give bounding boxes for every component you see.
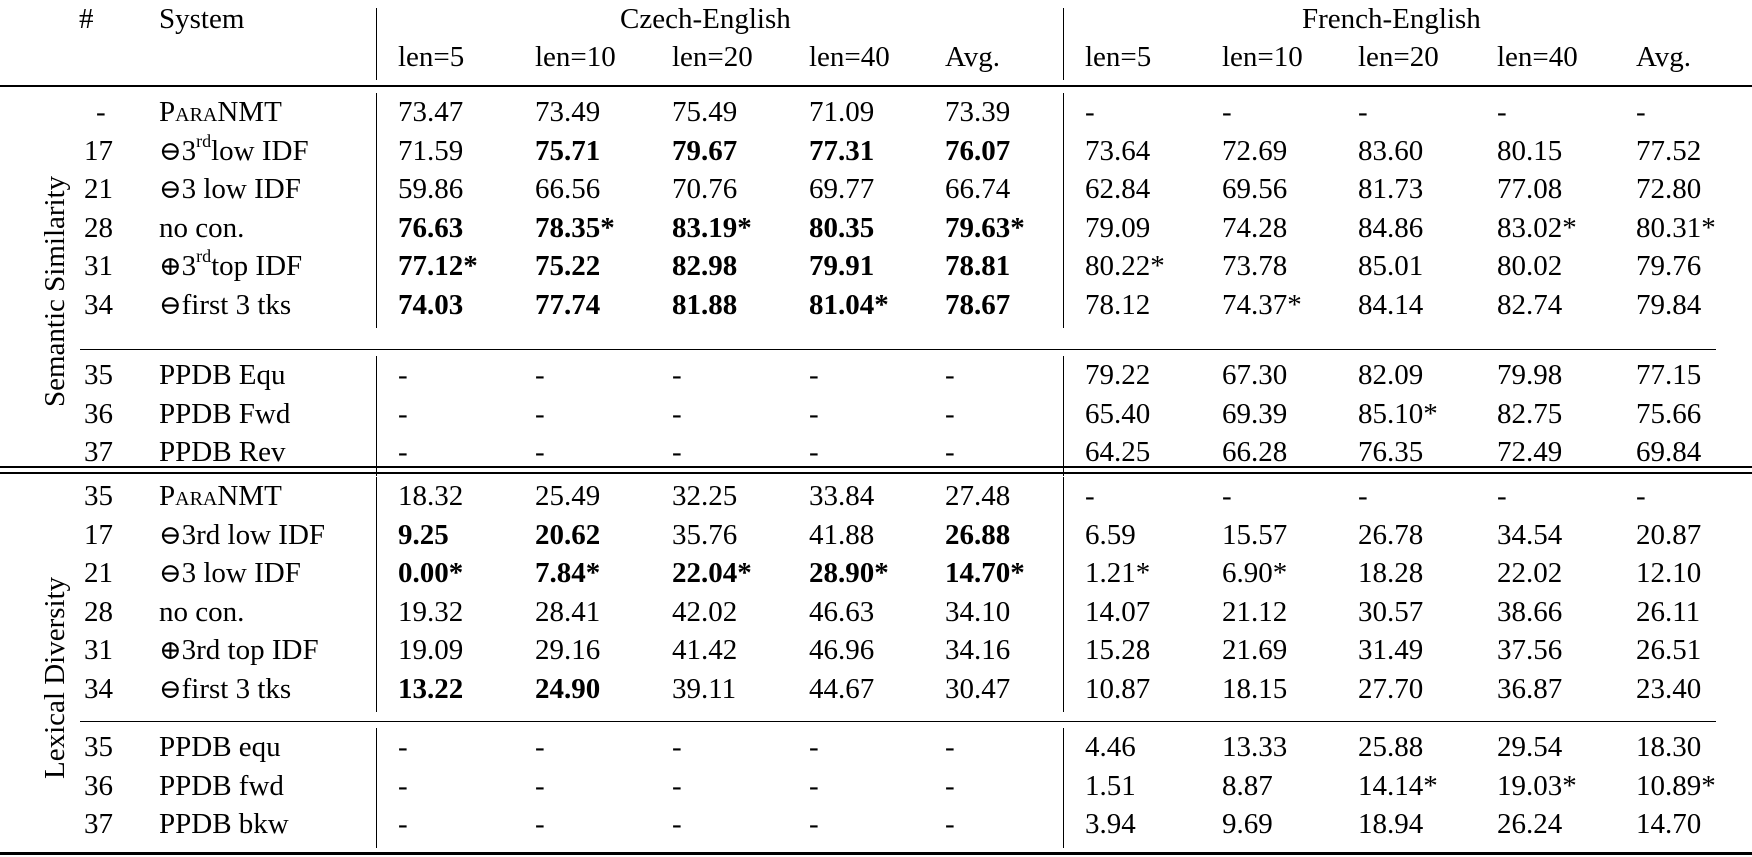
table-cell: 73.47 [398, 96, 464, 128]
row-system: PPDB fwd [159, 769, 284, 802]
table-cell: 3.94 [1085, 808, 1136, 840]
table-cell: 77.31 [809, 134, 875, 167]
table-cell: 23.40 [1636, 672, 1702, 705]
table-cell: 73.78 [1222, 250, 1288, 282]
table-cell: 42.02 [672, 595, 738, 628]
table-cell: 39.11 [672, 672, 737, 705]
table-cell: 9.25 [398, 518, 449, 551]
table-cell: 1.51 [1085, 769, 1136, 802]
table-cell: 30.57 [1358, 595, 1424, 628]
table-cell: 19.09 [398, 634, 464, 666]
table-cell: - [1636, 96, 1646, 128]
table-cell: 35.76 [672, 518, 738, 551]
table-cell: - [945, 731, 955, 763]
table-cell: - [809, 359, 819, 391]
table-cell: 8.87 [1222, 769, 1273, 802]
table-cell: 38.66 [1497, 595, 1563, 628]
circled-plus-icon: ⊕ [159, 635, 182, 665]
row-system: PPDB Fwd [159, 397, 291, 430]
table-cell: 79.63* [945, 211, 1025, 244]
header-col: len=10 [535, 41, 616, 73]
header-col: len=5 [398, 41, 465, 73]
table-cell: 15.28 [1085, 634, 1151, 666]
table-cell: 18.32 [398, 480, 464, 512]
header-index: # [79, 3, 94, 35]
table-cell: 36.87 [1497, 672, 1563, 705]
table-cell: 34.16 [945, 634, 1011, 666]
table-cell: 6.90* [1222, 557, 1288, 589]
circled-minus-icon: ⊖ [159, 519, 182, 550]
table-cell: 29.54 [1497, 731, 1563, 763]
table-cell: 80.22* [1085, 250, 1165, 282]
row-index: 36 [84, 397, 113, 430]
table-cell: - [672, 397, 682, 430]
table-cell: - [672, 436, 682, 468]
table-cell: 22.04* [672, 557, 752, 589]
rule-mid-1 [80, 349, 1716, 350]
circled-minus-icon: ⊖ [159, 289, 182, 320]
table-cell: 75.22 [535, 250, 601, 282]
table-cell: 18.28 [1358, 557, 1424, 589]
circled-minus-icon: ⊖ [159, 135, 182, 166]
row-system: ⊖3 low IDF [159, 173, 301, 205]
table-cell: 72.49 [1497, 436, 1563, 468]
table-cell: 80.02 [1497, 250, 1563, 282]
header-col: len=40 [1497, 41, 1578, 73]
table-cell: 14.70* [945, 557, 1025, 589]
table-cell: 20.62 [535, 518, 601, 551]
column-divider [1063, 8, 1064, 80]
column-divider [376, 8, 377, 80]
table-cell: 46.63 [809, 595, 875, 628]
table-cell: - [1222, 480, 1232, 512]
table-cell: - [945, 436, 955, 468]
row-index: 34 [84, 288, 113, 321]
table-cell: 26.11 [1636, 595, 1701, 628]
table-cell: - [809, 731, 819, 763]
table-cell: 78.35* [535, 211, 615, 244]
table-cell: - [672, 808, 682, 840]
table-cell: - [809, 769, 819, 802]
table-cell: 77.15 [1636, 359, 1702, 391]
table-cell: 73.64 [1085, 134, 1151, 167]
table-cell: 26.24 [1497, 808, 1563, 840]
row-system: ⊖3 low IDF [159, 557, 301, 589]
table-cell: - [398, 359, 408, 391]
table-cell: 78.67 [945, 288, 1011, 321]
row-index: 28 [84, 595, 113, 628]
row-index: 37 [84, 436, 113, 468]
table-cell: - [535, 769, 545, 802]
table-cell: 73.49 [535, 96, 601, 128]
table-cell: 71.59 [398, 134, 464, 167]
table-cell: 79.91 [809, 250, 875, 282]
table-cell: 82.98 [672, 250, 738, 282]
table-cell: 73.39 [945, 96, 1011, 128]
table-cell: 66.56 [535, 173, 601, 205]
table-cell: 72.69 [1222, 134, 1288, 167]
table-cell: 14.70 [1636, 808, 1702, 840]
table-cell: - [1085, 480, 1095, 512]
table-cell: 75.49 [672, 96, 738, 128]
table-cell: 44.67 [809, 672, 875, 705]
table-cell: 18.15 [1222, 672, 1288, 705]
table-cell: 33.84 [809, 480, 875, 512]
table-cell: 4.46 [1085, 731, 1136, 763]
table-cell: - [945, 769, 955, 802]
header-system: System [159, 3, 245, 35]
table-cell: 81.04* [809, 288, 889, 321]
header-col: Avg. [945, 41, 1001, 73]
table-cell: 70.76 [672, 173, 738, 205]
row-index: 17 [84, 518, 113, 551]
table-cell: 21.69 [1222, 634, 1288, 666]
table-cell: 79.98 [1497, 359, 1563, 391]
table-cell: - [672, 731, 682, 763]
table-cell: - [1636, 480, 1646, 512]
row-system: ParaNMT [159, 480, 282, 512]
table-cell: 77.52 [1636, 134, 1702, 167]
table-cell: 18.94 [1358, 808, 1424, 840]
table-cell: 31.49 [1358, 634, 1424, 666]
table-cell: 27.48 [945, 480, 1011, 512]
row-system: ⊖first 3 tks [159, 672, 292, 705]
table-cell: 79.09 [1085, 211, 1151, 244]
table-cell: 62.84 [1085, 173, 1151, 205]
table-cell: 41.42 [672, 634, 738, 666]
column-divider [1063, 93, 1064, 328]
table-cell: 24.90 [535, 672, 601, 705]
table-cell: 77.12* [398, 250, 478, 282]
table-cell: 34.10 [945, 595, 1011, 628]
table-cell: - [1222, 96, 1232, 128]
column-divider [1063, 356, 1064, 476]
table-cell: 77.08 [1497, 173, 1563, 205]
table-cell: - [1358, 96, 1368, 128]
circled-minus-icon: ⊖ [159, 673, 182, 704]
table-cell: 77.74 [535, 288, 601, 321]
table-cell: 75.71 [535, 134, 601, 167]
table-cell: - [809, 436, 819, 468]
table-cell: 59.86 [398, 173, 464, 205]
table-cell: 78.12 [1085, 288, 1151, 321]
rule-mid-2 [80, 721, 1716, 722]
table-cell: 13.22 [398, 672, 464, 705]
header-col: len=40 [809, 41, 890, 73]
table-cell: 41.88 [809, 518, 875, 551]
table-cell: 19.03* [1497, 769, 1577, 802]
table-cell: - [1497, 480, 1507, 512]
table-cell: 34.54 [1497, 518, 1563, 551]
table-cell: 76.35 [1358, 436, 1424, 468]
table-cell: - [535, 436, 545, 468]
table-cell: 32.25 [672, 480, 738, 512]
table-cell: 80.35 [809, 211, 875, 244]
table-cell: 65.40 [1085, 397, 1151, 430]
row-index: 31 [84, 250, 113, 282]
table-cell: - [535, 808, 545, 840]
table-cell: 20.87 [1636, 518, 1702, 551]
row-index: - [96, 96, 106, 128]
table-cell: 69.39 [1222, 397, 1288, 430]
table-cell: 83.60 [1358, 134, 1424, 167]
table-cell: 74.28 [1222, 211, 1288, 244]
table-cell: 46.96 [809, 634, 875, 666]
row-system: PPDB equ [159, 731, 281, 763]
row-index: 35 [84, 731, 113, 763]
column-divider [1063, 728, 1064, 848]
table-cell: 27.70 [1358, 672, 1424, 705]
table-cell: 9.69 [1222, 808, 1273, 840]
section-label-semantic: Semantic Similarity [39, 175, 71, 407]
table-cell: - [809, 808, 819, 840]
table-cell: - [945, 397, 955, 430]
table-cell: 64.25 [1085, 436, 1151, 468]
row-index: 21 [84, 173, 113, 205]
row-system: PPDB Rev [159, 436, 286, 468]
table-cell: 79.84 [1636, 288, 1702, 321]
table-cell: 25.88 [1358, 731, 1424, 763]
table-cell: 79.22 [1085, 359, 1151, 391]
table-cell: 79.76 [1636, 250, 1702, 282]
row-index: 17 [84, 134, 113, 167]
circled-plus-icon: ⊕ [159, 251, 182, 281]
table-cell: 82.75 [1497, 397, 1563, 430]
table-cell: 82.74 [1497, 288, 1563, 321]
header-col: len=20 [1358, 41, 1439, 73]
table-cell: 22.02 [1497, 557, 1563, 589]
table-cell: 28.90* [809, 557, 889, 589]
row-system: ⊕3rd top IDF [159, 634, 319, 666]
table-cell: 28.41 [535, 595, 601, 628]
table-cell: 83.19* [672, 211, 752, 244]
header-group-french: French-English [1302, 3, 1481, 35]
row-index: 28 [84, 211, 113, 244]
table-cell: - [1497, 96, 1507, 128]
table-cell: - [535, 731, 545, 763]
table-cell: 37.56 [1497, 634, 1563, 666]
table-cell: 21.12 [1222, 595, 1288, 628]
table-cell: 66.74 [945, 173, 1011, 205]
table-cell: 30.47 [945, 672, 1011, 705]
table-cell: 79.67 [672, 134, 738, 167]
table-cell: 29.16 [535, 634, 601, 666]
table-cell: 26.88 [945, 518, 1011, 551]
table-cell: - [535, 359, 545, 391]
section-label-lexical: Lexical Diversity [39, 576, 71, 779]
table-cell: 25.49 [535, 480, 601, 512]
table-cell: - [672, 769, 682, 802]
row-index: 21 [84, 557, 113, 589]
row-system: no con. [159, 595, 245, 628]
table-cell: - [672, 359, 682, 391]
table-cell: 85.01 [1358, 250, 1424, 282]
table-cell: 69.77 [809, 173, 875, 205]
table-cell: - [398, 769, 408, 802]
table-cell: 74.37* [1222, 288, 1302, 321]
column-divider [376, 477, 377, 712]
header-col: len=10 [1222, 41, 1303, 73]
table-cell: 6.59 [1085, 518, 1136, 551]
table-cell: - [398, 808, 408, 840]
header-col: Avg. [1636, 41, 1692, 73]
header-group-czech: Czech-English [620, 3, 791, 35]
column-divider [376, 93, 377, 328]
rule-header [0, 85, 1752, 87]
table-cell: 81.88 [672, 288, 738, 321]
row-system: ⊖first 3 tks [159, 288, 292, 321]
table-cell: - [398, 731, 408, 763]
row-system: PPDB Equ [159, 359, 286, 391]
table-cell: 26.51 [1636, 634, 1702, 666]
table-cell: 69.84 [1636, 436, 1702, 468]
table-cell: 26.78 [1358, 518, 1424, 551]
table-cell: 76.07 [945, 134, 1011, 167]
table-cell: - [398, 436, 408, 468]
table-cell: 14.14* [1358, 769, 1438, 802]
row-system: PPDB bkw [159, 808, 289, 840]
row-index: 35 [84, 480, 113, 512]
table-cell: - [535, 397, 545, 430]
table-cell: 7.84* [535, 557, 601, 589]
table-cell: - [945, 359, 955, 391]
table-cell: - [398, 397, 408, 430]
table-cell: - [945, 808, 955, 840]
row-system: ⊖3rd low IDF [159, 518, 326, 551]
row-index: 37 [84, 808, 113, 840]
rule-bottom [0, 852, 1752, 855]
table-cell: 78.81 [945, 250, 1011, 282]
table-cell: 66.28 [1222, 436, 1288, 468]
table-cell: 84.86 [1358, 211, 1424, 244]
table-cell: 69.56 [1222, 173, 1288, 205]
table-cell: 12.10 [1636, 557, 1702, 589]
circled-minus-icon: ⊖ [159, 174, 182, 204]
table-cell: 76.63 [398, 211, 464, 244]
column-divider [1063, 477, 1064, 712]
row-index: 35 [84, 359, 113, 391]
table-cell: 10.89* [1636, 769, 1716, 802]
table-cell: 80.15 [1497, 134, 1563, 167]
row-system: ParaNMT [159, 96, 282, 128]
table-cell: 1.21* [1085, 557, 1151, 589]
table-cell: 67.30 [1222, 359, 1288, 391]
table-cell: 15.57 [1222, 518, 1288, 551]
rule-double-b [0, 472, 1752, 474]
table-cell: 81.73 [1358, 173, 1424, 205]
table-cell: 19.32 [398, 595, 464, 628]
table-cell: 74.03 [398, 288, 464, 321]
table-cell: 0.00* [398, 557, 464, 589]
table-cell: - [809, 397, 819, 430]
table-cell: - [1358, 480, 1368, 512]
table-cell: 13.33 [1222, 731, 1288, 763]
table-cell: - [1085, 96, 1095, 128]
table-cell: 71.09 [809, 96, 875, 128]
column-divider [376, 728, 377, 848]
table-cell: 80.31* [1636, 211, 1716, 244]
table-cell: 75.66 [1636, 397, 1702, 430]
table-cell: 14.07 [1085, 595, 1151, 628]
table-cell: 72.80 [1636, 173, 1702, 205]
column-divider [376, 356, 377, 476]
table-cell: 84.14 [1358, 288, 1424, 321]
row-system: ⊖3rdlow IDF [159, 130, 309, 167]
row-system: no con. [159, 211, 245, 244]
table-cell: 82.09 [1358, 359, 1424, 391]
row-index: 36 [84, 769, 113, 802]
row-system: ⊕3rdtop IDF [159, 246, 303, 282]
table-cell: 10.87 [1085, 672, 1151, 705]
row-index: 34 [84, 672, 113, 705]
row-index: 31 [84, 634, 113, 666]
table-cell: 18.30 [1636, 731, 1702, 763]
table-cell: 83.02* [1497, 211, 1577, 244]
header-col: len=5 [1085, 41, 1152, 73]
header-col: len=20 [672, 41, 753, 73]
table-cell: 85.10* [1358, 397, 1438, 430]
circled-minus-icon: ⊖ [159, 558, 182, 588]
